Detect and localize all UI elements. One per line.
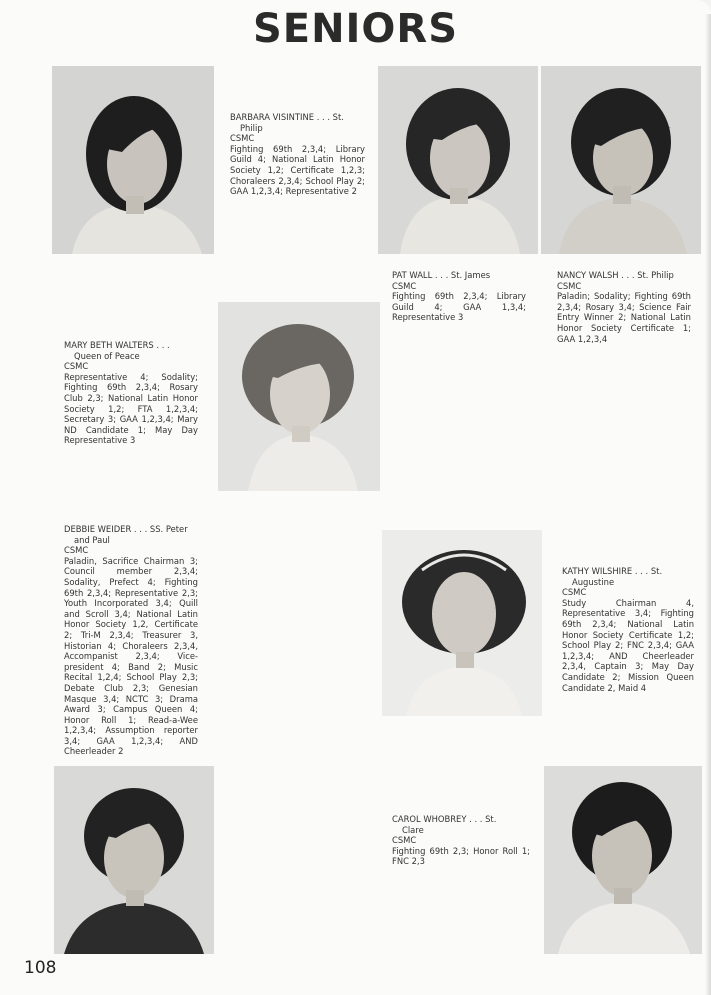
senior-name: BARBARA VISINTINE . . . St.: [230, 112, 344, 122]
senior-name: MARY BETH WALTERS . . .: [64, 340, 170, 350]
senior-caption-visintine: [230, 112, 365, 197]
page-edge-shadow: [705, 14, 711, 995]
page-title: SENIORS: [252, 6, 459, 52]
senior-name: CAROL WHOBREY . . . St.: [392, 814, 497, 824]
senior-caption-whobrey: [392, 814, 530, 867]
senior-activities: Representative 4; Sodality; Fighting 69th 2,3,4; Rosary Club 2,3; National Latin Honor Society 1,2; FTA 1,2,3,4; Secretary 3; GAA 1,2,3,4; Mary ND Candidate 1; May Day Representative 3: [64, 371, 198, 446]
senior-activities: Fighting 69th 2,3,4; Library Guild 4; GAA 1,3,4; Representative 3: [392, 291, 526, 323]
portrait-photo-whobrey: [544, 766, 702, 954]
senior-activities: Paladin, Sacrifice Chairman 3; Council member 2,3,4; Sodality, Prefect 4; Fighting 69th 2,3,4; Representative 2,3; Youth Incorporated 3,4; Quill and Scroll 3,4; National Latin Honor Society 1,2, Certificate 2; Tri-M 2,3,4; Treasurer 3, Historian 4; Choraleers 2,3,4, Accompanist 2,3,4; Vice-president 4; Band 2; Music Recital 1,2,4; School Play 2,3; Debate Club 2,3; Genesian Masque 3,4; NCTC 3; Drama Award 3; Campus Queen 4; Honor Roll 1; Read-a-Wee 1,2,3,4; Assumption reporter 3,4; GAA 1,2,3,4; AND Cheerleader 2: [64, 555, 198, 757]
portrait-photo-walsh: [541, 66, 701, 254]
senior-school: CSMC: [230, 133, 255, 144]
portrait-photo-visintine: [52, 66, 214, 254]
portrait-photo-wilshire: [382, 530, 542, 716]
portrait-photo-walters: [218, 302, 380, 491]
senior-name: DEBBIE WEIDER . . . SS. Peter: [64, 524, 188, 534]
senior-school: CSMC: [392, 280, 417, 291]
senior-name-cont: Queen of Peace: [74, 350, 140, 361]
portrait-photo-wall: [378, 66, 538, 254]
page-number: 108: [24, 958, 57, 978]
senior-school: CSMC: [557, 280, 582, 291]
senior-name: KATHY WILSHIRE . . . St.: [562, 566, 663, 576]
senior-school: CSMC: [64, 361, 89, 372]
senior-name-cont: Clare: [402, 824, 424, 835]
senior-activities: Paladin; Sodality; Fighting 69th 2,3,4; Rosary 3,4; Science Fair Entry Winner 2; National Latin Honor Society Certificate 1; GAA 1,2,3,4: [557, 291, 691, 344]
senior-activities: Fighting 69th 2,3; Honor Roll 1; FNC 2,3: [392, 845, 530, 867]
senior-name: PAT WALL . . . St. James: [392, 270, 491, 280]
senior-name: NANCY WALSH . . . St. Philip: [557, 270, 674, 280]
senior-name-cont: Augustine: [572, 576, 615, 587]
senior-caption-weider: [64, 524, 198, 757]
senior-caption-wilshire: [562, 566, 694, 693]
senior-caption-walsh: [557, 270, 691, 344]
senior-activities: Fighting 69th 2,3,4; Library Guild 4; National Latin Honor Society 1,2; Certificate 1,2,3; Choraleers 2,3,4; School Play 2; GAA 1,2,3,4; Representative 2: [230, 143, 365, 197]
senior-caption-wall: [392, 270, 526, 323]
senior-caption-walters: [64, 340, 198, 446]
senior-school: CSMC: [392, 835, 417, 846]
portrait-photo-weider: [54, 766, 214, 954]
senior-activities: Study Chairman 4, Representative 3,4; Fighting 69th 2,3,4; National Latin Honor Society Certificate 1,2; School Play 2; FNC 2,3,4; GAA 1,2,3,4; AND Cheerleader 2,3,4, Captain 3; May Day Candidate 2; Mission Queen Candidate 2, Maid 4: [562, 597, 694, 693]
senior-name-cont: and Paul: [74, 534, 110, 545]
senior-name-cont: Philip: [240, 122, 263, 133]
senior-school: CSMC: [562, 587, 587, 598]
senior-school: CSMC: [64, 545, 89, 556]
